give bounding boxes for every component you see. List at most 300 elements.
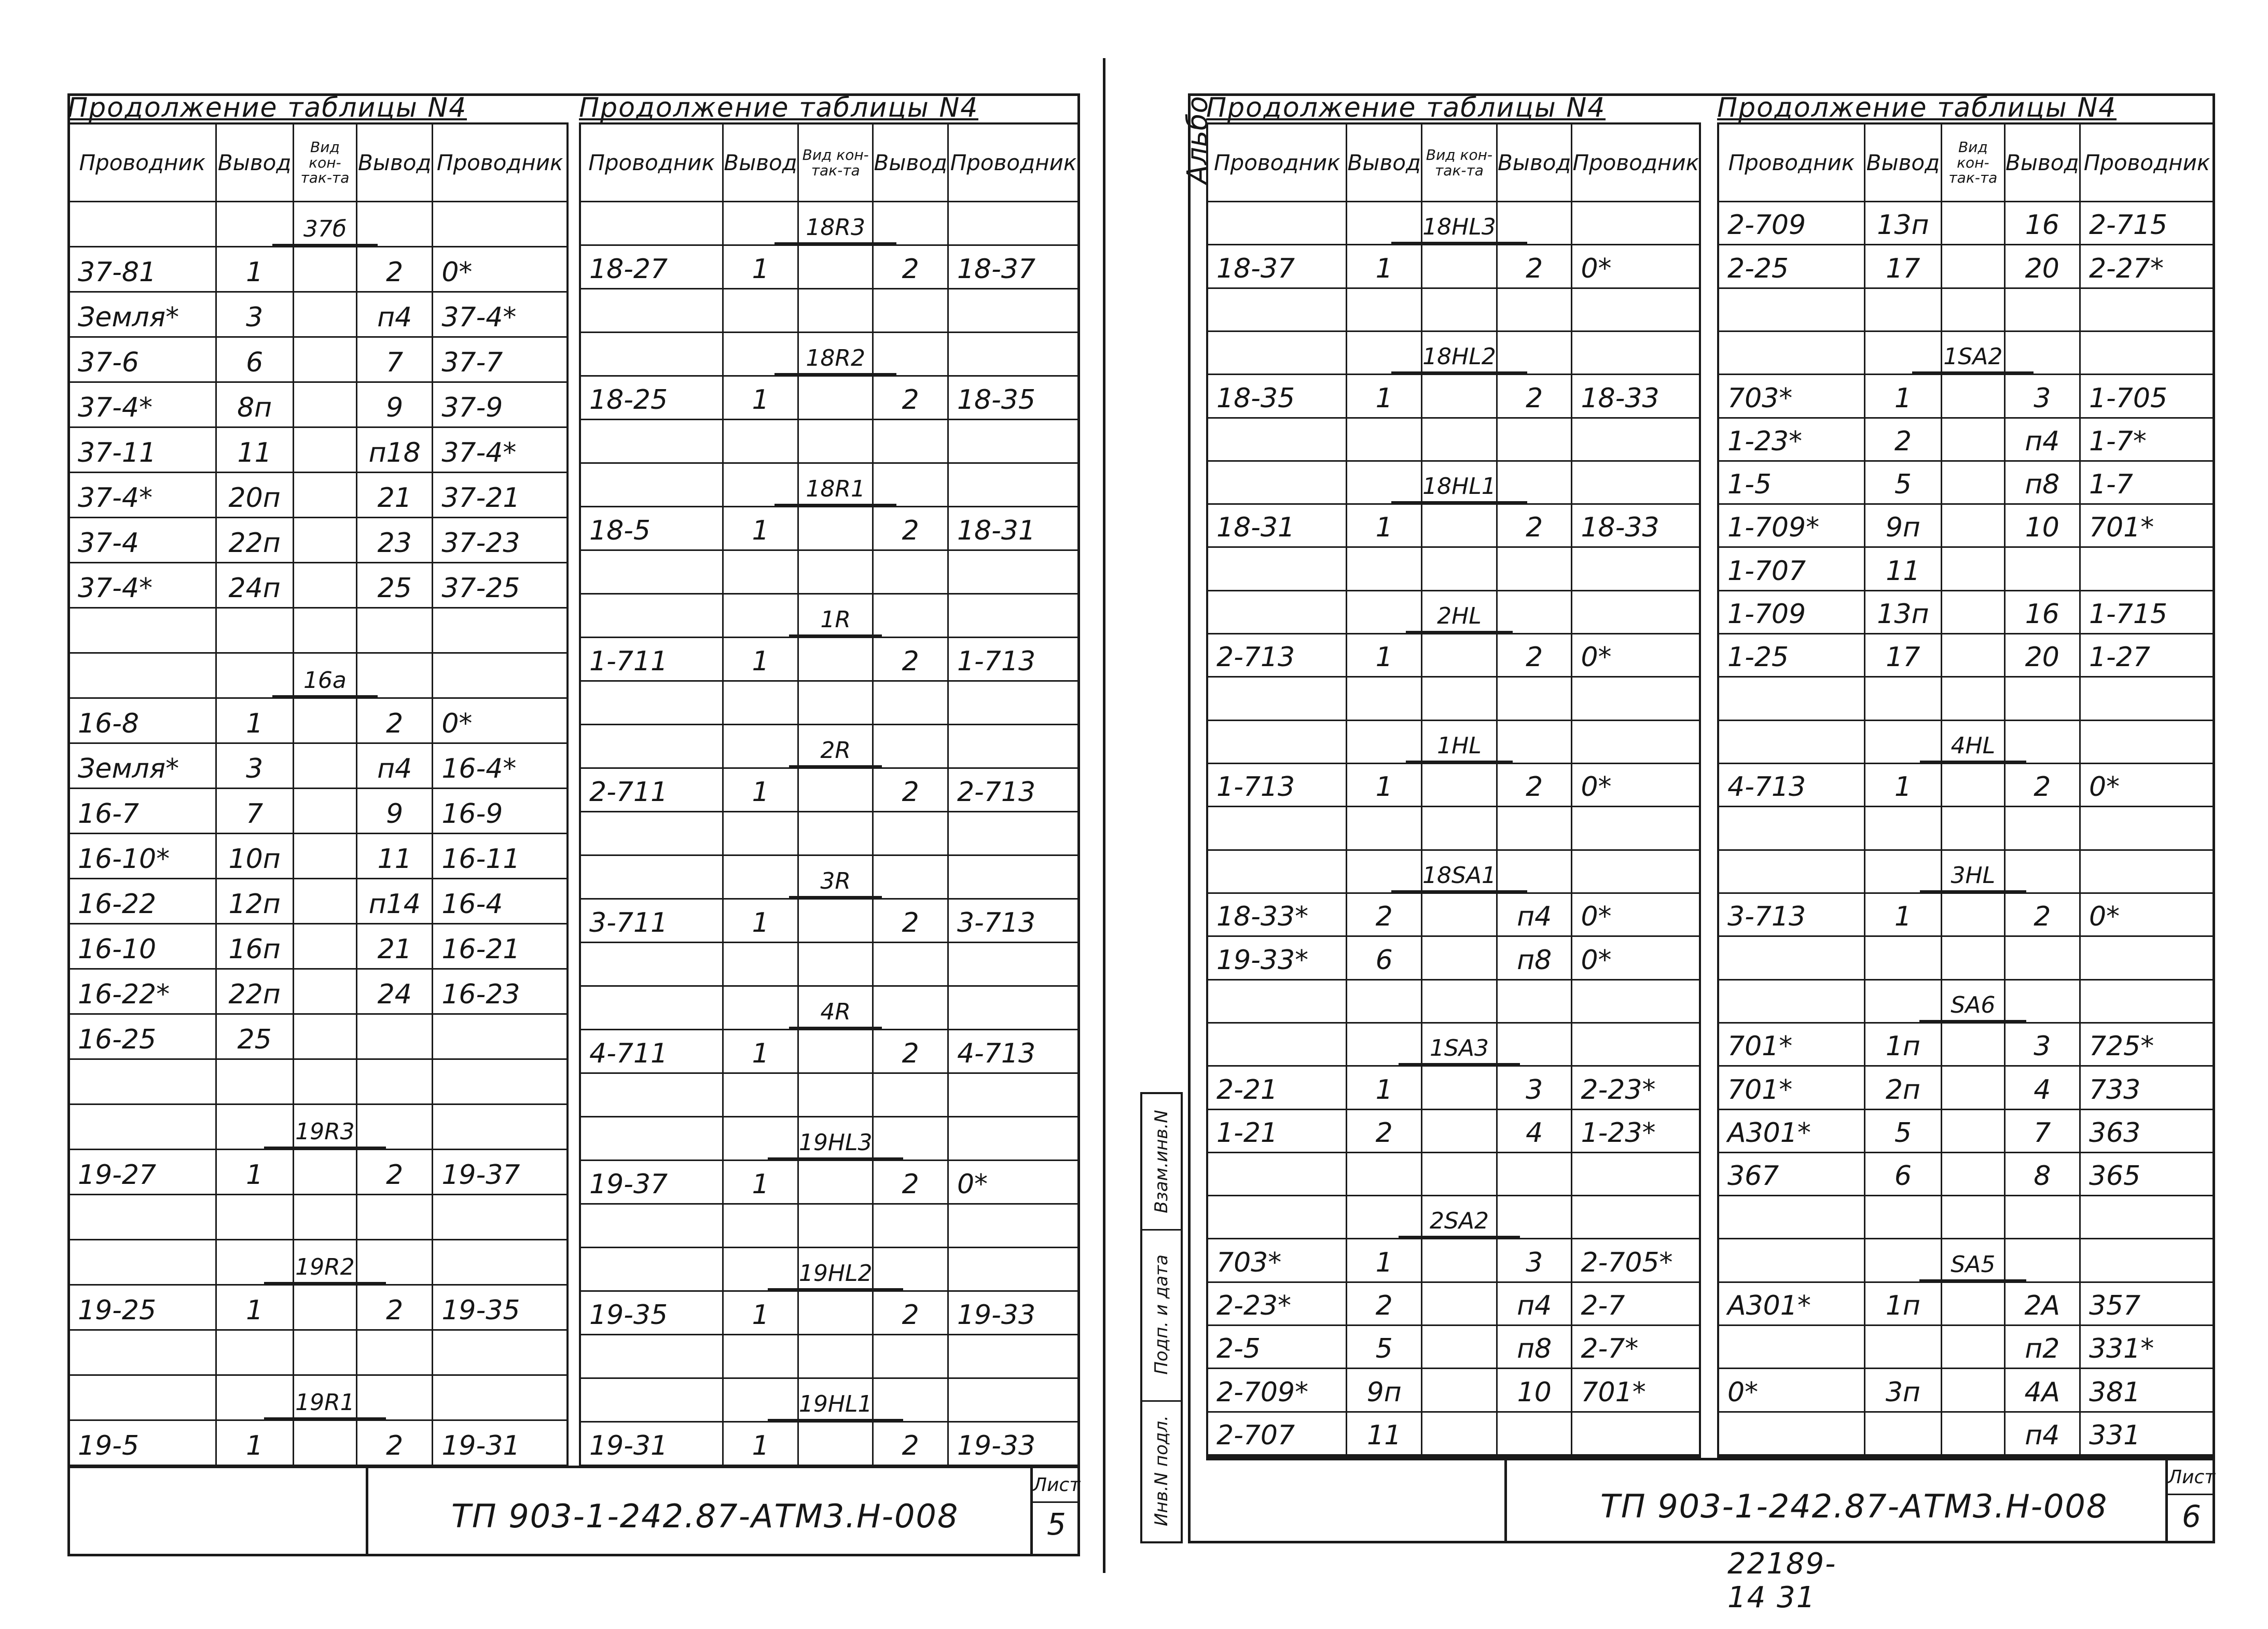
device-row-cell: [217, 1105, 294, 1150]
table-cell: 25: [217, 1015, 294, 1060]
table-cell: [874, 420, 948, 464]
device-row-cell: [949, 1248, 1078, 1292]
device-row-cell: [1719, 332, 1865, 375]
contact-type-cell: [294, 1195, 357, 1240]
device-row-cell: [1572, 202, 1699, 245]
table-cell: Земля*: [70, 744, 217, 789]
table-cell: [1498, 1153, 1572, 1196]
table-cell: 1-711: [581, 638, 724, 682]
device-row-cell: [357, 1105, 433, 1150]
table-cell: 367: [1719, 1153, 1865, 1196]
table-cell: 18-37: [1208, 245, 1347, 288]
table-cell: 3: [1498, 1239, 1572, 1282]
table-cell: 17: [1865, 245, 1942, 288]
table-cell: [724, 551, 799, 595]
table-cell: [2081, 678, 2213, 721]
table-cell: [949, 1205, 1078, 1248]
table-cell: 1: [724, 1161, 799, 1205]
device-row-cell: [581, 725, 724, 769]
contact-type-cell: [799, 246, 874, 289]
table-cell: 0*: [1719, 1369, 1865, 1412]
table-sheet5-left: [67, 93, 569, 1468]
table-cell: [724, 1335, 799, 1379]
table-cell: 24п: [217, 563, 294, 609]
column-header: Вывод: [357, 125, 433, 202]
contact-type-cell: [294, 1150, 357, 1195]
table-cell: 22п: [217, 518, 294, 563]
contact-type-cell: [1942, 548, 2006, 591]
contact-type-cell: [294, 1060, 357, 1105]
device-label-cell: [1422, 1196, 1498, 1239]
device-row-cell: [2006, 1239, 2081, 1282]
device-row-cell: [1572, 721, 1699, 764]
table-cell: 4-713: [949, 1030, 1078, 1074]
table-cell: 11: [1347, 1413, 1422, 1456]
table-cell: 2-27*: [2081, 245, 2213, 288]
device-label: 19R1: [295, 1389, 355, 1416]
device-row-cell: [581, 1248, 724, 1292]
device-label-cell: [1942, 332, 2006, 375]
table-cell: 3: [1498, 1067, 1572, 1110]
table-cell: 2-709: [1719, 202, 1865, 245]
table-cell: [1498, 419, 1572, 462]
device-label-cell: [799, 595, 874, 638]
device-row-cell: [1719, 721, 1865, 764]
contact-type-cell: [294, 744, 357, 789]
table-cell: 8: [2006, 1153, 2081, 1196]
table-cell: [2081, 807, 2213, 850]
table-cell: [581, 1335, 724, 1379]
device-row-cell: [70, 1240, 217, 1286]
table-cell: [581, 943, 724, 987]
table-cell: 19-33*: [1208, 937, 1347, 980]
table-cell: [1347, 981, 1422, 1024]
table-cell: [433, 1015, 566, 1060]
table-cell: [949, 812, 1078, 856]
contact-type-cell: [294, 247, 357, 293]
document-code: ТП 903-1-242.87-АТМ3.Н-008: [451, 1497, 959, 1535]
table-cell: 357: [2081, 1283, 2213, 1326]
table-cell: [1719, 1196, 1865, 1239]
table-cell: [724, 1205, 799, 1248]
table-cell: 2-25: [1719, 245, 1865, 288]
table-cell: 4: [1498, 1110, 1572, 1153]
device-row-cell: [1208, 462, 1347, 505]
table-cell: [1572, 419, 1699, 462]
column-header: Проводник: [2081, 125, 2213, 202]
table-cell: 1-705: [2081, 375, 2213, 418]
device-label: 2HL: [1437, 603, 1482, 630]
table-cell: 16-25: [70, 1015, 217, 1060]
table-cell: 701*: [1719, 1024, 1865, 1067]
device-row-cell: [357, 1240, 433, 1286]
table-cell: 2: [1347, 1283, 1422, 1326]
sheet-label: Лист: [1033, 1470, 1080, 1503]
device-label-cell: [1422, 721, 1498, 764]
device-label-cell: [1422, 1024, 1498, 1067]
table-cell: [1865, 937, 1942, 980]
device-row-cell: [1208, 202, 1347, 245]
device-label: 16а: [303, 667, 347, 694]
table-cell: 1: [1865, 894, 1942, 937]
table-cell: п4: [357, 744, 433, 789]
column-header: Вывод: [2006, 125, 2081, 202]
table-cell: 7: [217, 789, 294, 834]
table-cell: 10: [1498, 1369, 1572, 1412]
sheet-number: 5: [1047, 1507, 1066, 1542]
table-cell: 2-715: [2081, 202, 2213, 245]
sheet-label: Лист: [2168, 1462, 2215, 1495]
table-cell: [357, 1060, 433, 1105]
table-cell: 10п: [217, 834, 294, 879]
device-row-cell: [1347, 1196, 1422, 1239]
table-cell: 331: [2081, 1413, 2213, 1456]
table-cell: 1-5: [1719, 462, 1865, 505]
table-cell: [1347, 289, 1422, 332]
contact-type-cell: [1422, 419, 1498, 462]
table-cell: 703*: [1208, 1239, 1347, 1282]
device-label: 2R: [820, 737, 851, 764]
table-cell: 2-713: [1208, 634, 1347, 678]
table-cell: [1498, 548, 1572, 591]
table-cell: [1719, 678, 1865, 721]
table-cell: [724, 943, 799, 987]
table-cell: 18-27: [581, 246, 724, 289]
table-cell: [1347, 548, 1422, 591]
device-row-cell: [1347, 721, 1422, 764]
table-cell: 701*: [1572, 1369, 1699, 1412]
table-cell: 1: [1347, 505, 1422, 548]
device-row-cell: [581, 595, 724, 638]
table-cell: 1: [724, 1292, 799, 1335]
table-cell: 1: [217, 247, 294, 293]
column-header: Проводник: [433, 125, 566, 202]
contact-type-cell: [294, 473, 357, 518]
table-cell: [1865, 1413, 1942, 1456]
table-cell: 1: [724, 1030, 799, 1074]
table-cell: [1865, 807, 1942, 850]
table-cell: [433, 609, 566, 654]
contact-type-cell: [1422, 894, 1498, 937]
table-cell: 2-23*: [1572, 1067, 1699, 1110]
device-row-cell: [949, 725, 1078, 769]
table-cell: 16-10: [70, 924, 217, 970]
device-row-cell: [1572, 1024, 1699, 1067]
device-row-cell: [1208, 1024, 1347, 1067]
device-row-cell: [433, 202, 566, 247]
table-cell: 2: [874, 900, 948, 943]
table-cell: 1: [1347, 764, 1422, 807]
contact-type-cell: [799, 551, 874, 595]
column-header: Вид кон-так-та: [294, 125, 357, 202]
device-row-cell: [1719, 1239, 1865, 1282]
table-cell: 16-11: [433, 834, 566, 879]
table-cell: 1: [1865, 764, 1942, 807]
table-cell: 9п: [1347, 1369, 1422, 1412]
sheet-number: 6: [2182, 1499, 2201, 1534]
device-row-cell: [1347, 1024, 1422, 1067]
sheet-number-box: [1030, 1468, 1080, 1556]
table-cell: п4: [1498, 894, 1572, 937]
contact-type-cell: [294, 563, 357, 609]
table-cell: [1572, 807, 1699, 850]
table-cell: 13п: [1865, 591, 1942, 634]
table-caption: Продолжение таблицы N4: [1717, 92, 2117, 123]
device-label: 18HL2: [1422, 343, 1496, 370]
table-cell: [1498, 1413, 1572, 1456]
table-cell: 19-33: [949, 1292, 1078, 1335]
table-cell: 0*: [1572, 894, 1699, 937]
contact-type-cell: [799, 638, 874, 682]
table-grid: [1717, 122, 2215, 1458]
contact-type-cell: [1942, 202, 2006, 245]
album-label: Альбо: [1181, 96, 1214, 184]
device-row-cell: [724, 1117, 799, 1161]
device-label: 18HL3: [1422, 214, 1496, 241]
table-cell: 37-4*: [70, 473, 217, 518]
table-cell: [357, 1195, 433, 1240]
device-row-cell: [1347, 332, 1422, 375]
table-cell: 3: [2006, 375, 2081, 418]
table-cell: [949, 289, 1078, 333]
contact-type-cell: [294, 789, 357, 834]
column-header: Вывод: [1865, 125, 1942, 202]
device-row-cell: [581, 1379, 724, 1423]
device-row-cell: [581, 856, 724, 900]
table-grid: [1206, 122, 1701, 1458]
table-cell: 3-711: [581, 900, 724, 943]
table-cell: [357, 609, 433, 654]
table-cell: А301*: [1719, 1110, 1865, 1153]
device-row-cell: [2081, 1239, 2213, 1282]
table-cell: 37-81: [70, 247, 217, 293]
device-label-cell: [799, 987, 874, 1030]
table-cell: 21: [357, 473, 433, 518]
table-cell: 3: [2006, 1024, 2081, 1067]
table-cell: 1-709: [1719, 591, 1865, 634]
table-cell: п8: [1498, 1326, 1572, 1369]
table-cell: [949, 943, 1078, 987]
contact-type-cell: [294, 383, 357, 428]
table-cell: [581, 551, 724, 595]
device-row-cell: [581, 202, 724, 246]
device-row-cell: [433, 1105, 566, 1150]
contact-type-cell: [1422, 505, 1498, 548]
table-cell: 8п: [217, 383, 294, 428]
device-row-cell: [1719, 981, 1865, 1024]
device-row-cell: [724, 333, 799, 377]
device-row-cell: [874, 595, 948, 638]
table-cell: п8: [1498, 937, 1572, 980]
table-cell: [1572, 548, 1699, 591]
table-cell: [1719, 289, 1865, 332]
table-cell: 9п: [1865, 505, 1942, 548]
device-label: SA5: [1951, 1251, 1996, 1278]
device-row-cell: [1208, 591, 1347, 634]
table-cell: 1: [217, 1286, 294, 1331]
stamp-cell-signature: Подп. и дата: [1142, 1229, 1181, 1402]
table-cell: [949, 420, 1078, 464]
device-row-cell: [1347, 851, 1422, 894]
table-cell: 19-31: [433, 1421, 566, 1466]
contact-type-cell: [799, 682, 874, 725]
column-header: Вид кон-так-та: [1422, 125, 1498, 202]
table-cell: 1: [1865, 375, 1942, 418]
table-cell: 2: [357, 1421, 433, 1466]
contact-type-cell: [1422, 678, 1498, 721]
table-cell: 1-25: [1719, 634, 1865, 678]
table-cell: 1: [724, 638, 799, 682]
contact-type-cell: [799, 1335, 874, 1379]
contact-type-cell: [1422, 1326, 1498, 1369]
table-cell: [1865, 1196, 1942, 1239]
table-cell: [724, 812, 799, 856]
device-row-cell: [217, 1376, 294, 1421]
table-cell: 2: [1347, 894, 1422, 937]
table-cell: 19-5: [70, 1421, 217, 1466]
contact-type-cell: [294, 518, 357, 563]
contact-type-cell: [1942, 1369, 2006, 1412]
contact-type-cell: [1942, 937, 2006, 980]
table-cell: 37-6: [70, 338, 217, 383]
device-row-cell: [2081, 721, 2213, 764]
device-row-cell: [724, 987, 799, 1030]
device-label-cell: [799, 464, 874, 507]
device-label: 18SA1: [1422, 862, 1496, 889]
contact-type-cell: [1942, 1067, 2006, 1110]
table-cell: 0*: [2081, 894, 2213, 937]
table-cell: [1719, 1326, 1865, 1369]
device-label-cell: [1422, 202, 1498, 245]
table-cell: 1: [1347, 245, 1422, 288]
contact-type-cell: [1422, 1369, 1498, 1412]
table-cell: 1п: [1865, 1024, 1942, 1067]
device-row-cell: [1572, 851, 1699, 894]
device-row-cell: [949, 987, 1078, 1030]
contact-type-cell: [1422, 1067, 1498, 1110]
contact-type-cell: [799, 1423, 874, 1466]
contact-type-cell: [799, 1074, 874, 1117]
table-cell: 1: [217, 1150, 294, 1195]
table-cell: 3-713: [949, 900, 1078, 943]
column-header: Вывод: [1347, 125, 1422, 202]
table-sheet6-right: [1717, 93, 2215, 1458]
table-cell: 1: [1347, 1067, 1422, 1110]
table-cell: 19-37: [433, 1150, 566, 1195]
device-row-cell: [2081, 981, 2213, 1024]
table-cell: 9: [357, 789, 433, 834]
column-header: Проводник: [1719, 125, 1865, 202]
device-row-cell: [724, 1248, 799, 1292]
contact-type-cell: [1942, 462, 2006, 505]
table-cell: 2-707: [1208, 1413, 1347, 1456]
table-cell: [1208, 678, 1347, 721]
table-cell: 37-25: [433, 563, 566, 609]
table-cell: [874, 1074, 948, 1117]
contact-type-cell: [1942, 1153, 2006, 1196]
stamp-cell-inventory: Инв.N подл.: [1151, 1415, 1172, 1526]
table-cell: [217, 1331, 294, 1376]
table-cell: 0*: [1572, 245, 1699, 288]
device-row-cell: [2006, 332, 2081, 375]
table-cell: п18: [357, 428, 433, 473]
device-row-cell: [1865, 851, 1942, 894]
contact-type-cell: [1942, 807, 2006, 850]
table-cell: 22п: [217, 970, 294, 1015]
table-cell: [874, 682, 948, 725]
table-cell: [724, 682, 799, 725]
device-label: SA6: [1951, 991, 1996, 1018]
contact-type-cell: [1942, 1413, 2006, 1456]
table-cell: 0*: [433, 247, 566, 293]
device-label: 19HL1: [798, 1391, 873, 1417]
table-cell: 2: [874, 638, 948, 682]
table-cell: 9: [357, 383, 433, 428]
table-cell: 12п: [217, 879, 294, 924]
title-block: [1206, 1458, 2215, 1543]
table-cell: [581, 682, 724, 725]
table-cell: 0*: [1572, 937, 1699, 980]
table-cell: [1572, 1153, 1699, 1196]
device-row-cell: [724, 464, 799, 507]
table-cell: 1: [724, 900, 799, 943]
table-cell: [217, 609, 294, 654]
table-cell: [1572, 1413, 1699, 1456]
table-cell: [217, 1195, 294, 1240]
column-header: Вывод: [1498, 125, 1572, 202]
table-cell: 16: [2006, 202, 2081, 245]
contact-type-cell: [799, 1292, 874, 1335]
table-cell: [433, 1060, 566, 1105]
contact-type-cell: [799, 769, 874, 812]
table-cell: [1208, 1153, 1347, 1196]
table-cell: 2: [1498, 375, 1572, 418]
table-cell: 2: [874, 507, 948, 551]
table-cell: [70, 1060, 217, 1105]
device-label-cell: [799, 202, 874, 246]
table-cell: [874, 1335, 948, 1379]
table-cell: 2-7: [1572, 1283, 1699, 1326]
device-row-cell: [874, 464, 948, 507]
device-label: 1HL: [1437, 733, 1482, 760]
table-cell: 18-37: [949, 246, 1078, 289]
column-header: Проводник: [1572, 125, 1699, 202]
title-block: [67, 1466, 1080, 1556]
table-cell: 701*: [1719, 1067, 1865, 1110]
device-row-cell: [1572, 332, 1699, 375]
device-row-cell: [2006, 981, 2081, 1024]
contact-type-cell: [1942, 678, 2006, 721]
contact-type-cell: [1942, 764, 2006, 807]
table-cell: 11: [357, 834, 433, 879]
table-cell: 3: [217, 293, 294, 338]
table-cell: 16-23: [433, 970, 566, 1015]
device-label-cell: [294, 202, 357, 247]
device-row-cell: [70, 1376, 217, 1421]
contact-type-cell: [1942, 505, 2006, 548]
contact-type-cell: [1422, 1413, 1498, 1456]
device-row-cell: [874, 333, 948, 377]
table-cell: 16-22*: [70, 970, 217, 1015]
table-cell: 16-8: [70, 699, 217, 744]
table-cell: 11: [1865, 548, 1942, 591]
device-label-cell: [294, 1105, 357, 1150]
table-cell: [1572, 289, 1699, 332]
device-row-cell: [70, 654, 217, 699]
contact-type-cell: [294, 879, 357, 924]
table-cell: [1865, 289, 1942, 332]
table-cell: 37-4*: [70, 383, 217, 428]
